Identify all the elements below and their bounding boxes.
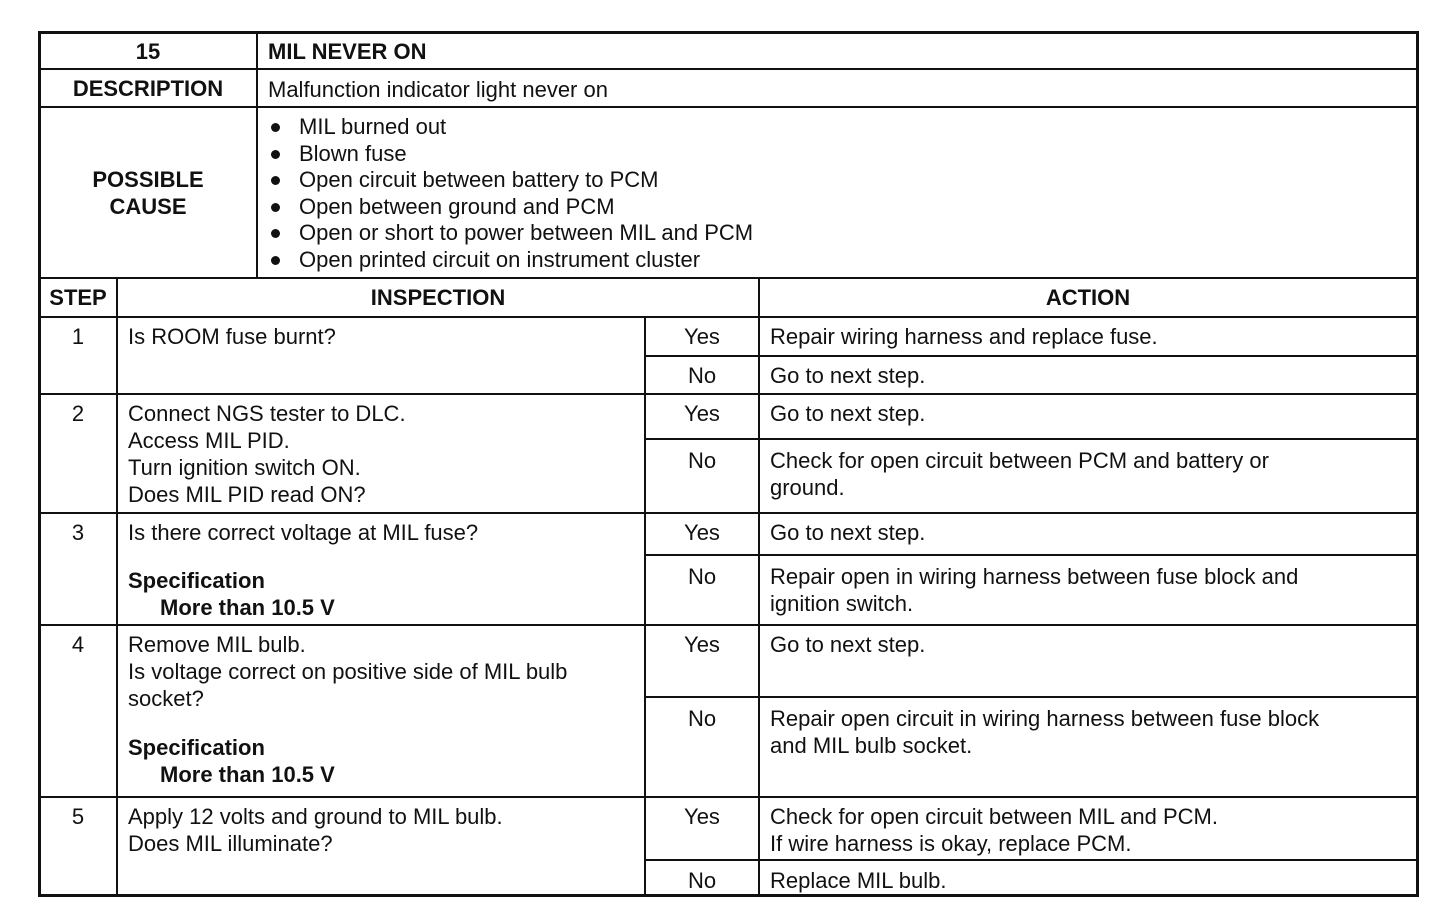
no-action: Check for open circuit between PCM and battery or ground. — [770, 448, 1269, 500]
table-border — [38, 31, 41, 897]
row-divider — [38, 512, 1419, 514]
no-label: No — [687, 564, 717, 589]
inspection-text: Apply 12 volts and ground to MIL bulb. Does MIL illuminate? — [128, 804, 503, 856]
table-border — [38, 894, 1419, 897]
cause-item: Open between ground and PCM — [268, 194, 808, 221]
yes-label: Yes — [684, 520, 720, 545]
no-label: No — [687, 363, 717, 388]
row-divider — [38, 624, 1419, 626]
yes-action: Repair wiring harness and replace fuse. — [770, 324, 1158, 349]
yes-label: Yes — [684, 324, 720, 349]
row-divider — [38, 796, 1419, 798]
procedure-number: 15 — [135, 39, 161, 64]
possible-cause-list — [268, 114, 808, 274]
action-column-header: ACTION — [1045, 285, 1131, 310]
cause-item: Open or short to power between MIL and PCM — [268, 220, 808, 247]
specification: Specification More than 10.5 V — [128, 568, 335, 620]
inspection-text: Connect NGS tester to DLC. Access MIL PID. Turn ignition switch ON. Does MIL PID read ON? — [128, 401, 406, 507]
step-number: 3 — [71, 520, 85, 545]
table-border — [1416, 31, 1419, 897]
description-text: Malfunction indicator light never on — [268, 77, 608, 102]
step-number: 4 — [71, 632, 85, 657]
yes-no-divider — [644, 859, 1419, 861]
yes-action: Go to next step. — [770, 401, 926, 426]
row-divider — [38, 393, 1419, 395]
inspection-column-header: INSPECTION — [370, 285, 506, 310]
possible-cause-label: POSSIBLE CAUSE — [92, 167, 204, 219]
description-label: DESCRIPTION — [72, 76, 224, 101]
no-action: Replace MIL bulb. — [770, 868, 947, 893]
yes-action: Check for open circuit between MIL and PCM. If wire harness is okay, replace PCM. — [770, 804, 1218, 856]
cause-item: MIL burned out — [268, 114, 808, 141]
yes-action: Go to next step. — [770, 520, 926, 545]
inspection-text: Is ROOM fuse burnt? — [128, 324, 336, 349]
procedure-title: MIL NEVER ON — [268, 39, 427, 64]
yes-no-divider — [644, 438, 1419, 440]
yes-action: Go to next step. — [770, 632, 926, 657]
row-divider — [38, 106, 1419, 108]
specification: Specification More than 10.5 V — [128, 735, 335, 787]
no-action: Repair open in wiring harness between fuse block and ignition switch. — [770, 564, 1299, 616]
cause-item: Blown fuse — [268, 141, 808, 168]
inspection-text: Is there correct voltage at MIL fuse? — [128, 520, 479, 545]
no-action: Repair open circuit in wiring harness between fuse block and MIL bulb socket. — [770, 706, 1320, 758]
no-label: No — [687, 868, 717, 893]
table-border — [38, 31, 1419, 34]
no-action: Go to next step. — [770, 363, 926, 388]
step-column-header: STEP — [49, 285, 107, 310]
yes-no-divider — [644, 696, 1419, 698]
step-number: 5 — [71, 804, 85, 829]
row-divider — [38, 316, 1419, 318]
step-number: 2 — [71, 401, 85, 426]
yes-label: Yes — [684, 632, 720, 657]
yes-label: Yes — [684, 401, 720, 426]
no-label: No — [687, 706, 717, 731]
column-divider — [116, 277, 118, 896]
column-divider — [256, 31, 258, 278]
cause-item: Open circuit between battery to PCM — [268, 167, 808, 194]
yes-no-divider — [644, 554, 1419, 556]
yes-label: Yes — [684, 804, 720, 829]
no-label: No — [687, 448, 717, 473]
cause-item: Open printed circuit on instrument cluster — [268, 247, 808, 274]
row-divider — [38, 277, 1419, 279]
column-divider — [758, 277, 760, 896]
step-number: 1 — [71, 324, 85, 349]
yes-no-divider — [644, 355, 1419, 357]
row-divider — [38, 68, 1419, 70]
inspection-text: Remove MIL bulb. Is voltage correct on positive side of MIL bulb socket? — [128, 632, 568, 711]
